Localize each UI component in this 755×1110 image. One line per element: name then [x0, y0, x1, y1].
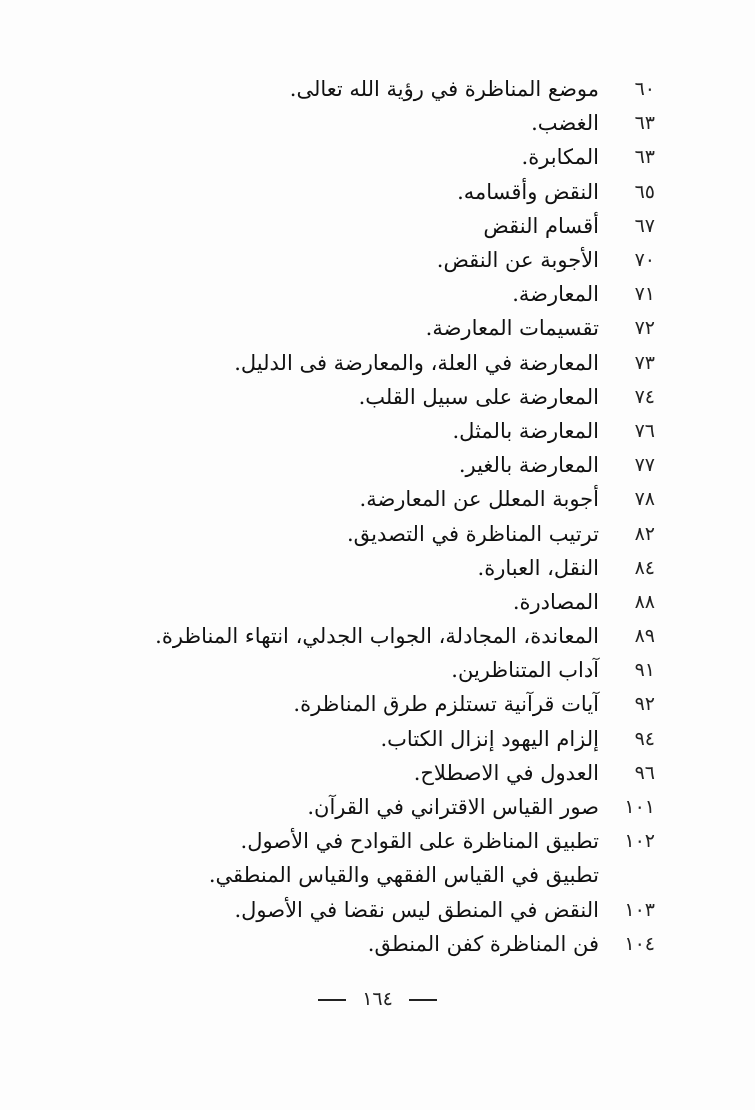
toc-entry-title: المعاندة، المجادلة، الجواب الجدلي، انتهاء المناظرة.: [155, 624, 599, 649]
toc-page-number: ٩٤: [634, 727, 655, 750]
toc-page-number: ٧٠: [634, 249, 655, 272]
toc-page-number: ٧٣: [634, 351, 655, 374]
toc-page-number: ٨٤: [634, 556, 655, 579]
toc-page-number: ٧٧: [634, 454, 655, 477]
toc-entry: [95, 448, 655, 482]
toc-entry: [95, 619, 655, 653]
toc-entry-title: تطبيق المناظرة على القوادح في الأصول.: [240, 829, 599, 854]
toc-entry-title: النقض في المنطق ليس نقضا في الأصول.: [234, 897, 599, 922]
toc-page-number: ٦٣: [634, 146, 655, 169]
page-number: ١٦٤: [362, 988, 393, 1010]
toc-entry-title: المعارضة في العلة، والمعارضة فى الدليل.: [234, 350, 599, 375]
table-of-contents: [95, 72, 655, 961]
toc-entry-title: الغضب.: [531, 111, 599, 136]
toc-entry-title: ترتيب المناظرة في التصديق.: [346, 521, 599, 546]
toc-entry-title: العدول في الاصطلاح.: [413, 760, 599, 785]
toc-entry: [95, 790, 655, 824]
toc-entry-title: المعارضة.: [512, 282, 599, 307]
toc-page-number: ٨٨: [634, 590, 655, 613]
toc-entry: [95, 277, 655, 311]
toc-page-number: ١٠٢: [624, 830, 655, 853]
toc-entry: [95, 380, 655, 414]
toc-entry: [95, 72, 655, 106]
toc-page-number: ٩٢: [634, 693, 655, 716]
toc-entry: [95, 858, 655, 892]
toc-entry-title: المكابرة.: [521, 145, 599, 170]
toc-page-number: ٧٤: [634, 385, 655, 408]
toc-entry-title: النقض وأقسامه.: [457, 179, 599, 204]
toc-entry: [95, 175, 655, 209]
toc-page-number: ١٠١: [624, 796, 655, 819]
toc-entry: [95, 346, 655, 380]
toc-entry-title: أجوبة المعلل عن المعارضة.: [359, 487, 599, 512]
toc-entry: [95, 824, 655, 858]
toc-entry-title: المعارضة بالمثل.: [452, 418, 599, 443]
toc-page-number: ٦٧: [634, 214, 655, 237]
toc-entry: [95, 140, 655, 174]
footer-dash-left: [318, 999, 346, 1001]
toc-page-number: ٧١: [634, 283, 655, 306]
toc-entry-title: صور القياس الاقتراني في القرآن.: [307, 795, 599, 820]
toc-entry-title: الأجوبة عن النقض.: [436, 248, 599, 273]
toc-page-number: ٩٦: [634, 761, 655, 784]
toc-page-number: ١٠٤: [624, 932, 655, 955]
toc-page-number: ٧٢: [634, 317, 655, 340]
toc-entry-title: تقسيمات المعارضة.: [425, 316, 599, 341]
toc-entry-title: المصادرة.: [512, 589, 599, 614]
toc-entry-title: النقل، العبارة.: [477, 555, 599, 580]
toc-entry-title: تطبيق في القياس الفقهي والقياس المنطقي.: [208, 863, 599, 888]
toc-page-number: ٧٦: [634, 419, 655, 442]
toc-entry: [95, 551, 655, 585]
footer-dash-right: [409, 999, 437, 1001]
toc-entry: [95, 414, 655, 448]
toc-entry: [95, 311, 655, 345]
toc-entry: [95, 653, 655, 687]
toc-entry: [95, 516, 655, 550]
toc-page-number: ٦٠: [634, 78, 655, 101]
toc-page-number: ٧٨: [634, 488, 655, 511]
toc-page-number: ٨٩: [634, 625, 655, 648]
toc-entry: [95, 106, 655, 140]
toc-page-number: ٦٣: [634, 112, 655, 135]
toc-page-number: ١٠٣: [624, 898, 655, 921]
toc-entry: [95, 585, 655, 619]
toc-entry: [95, 927, 655, 961]
toc-entry-title: المعارضة بالغير.: [458, 453, 599, 478]
toc-entry: [95, 482, 655, 516]
toc-page-number: ٩١: [634, 659, 655, 682]
toc-entry-title: إلزام اليهود إنزال الكتاب.: [380, 726, 599, 751]
toc-entry: [95, 687, 655, 721]
toc-page-number: ٦٥: [634, 180, 655, 203]
page-footer: [0, 988, 755, 1010]
toc-entry-title: آداب المتناظرين.: [451, 658, 599, 683]
toc-entry-title: فن المناظرة كفن المنطق.: [367, 931, 599, 956]
toc-entry: [95, 756, 655, 790]
toc-page-number: ٨٢: [634, 522, 655, 545]
toc-entry-title: موضع المناظرة في رؤية الله تعالى.: [289, 77, 599, 102]
toc-entry-title: المعارضة على سبيل القلب.: [358, 384, 599, 409]
toc-entry: [95, 243, 655, 277]
toc-entry: [95, 722, 655, 756]
toc-entry: [95, 893, 655, 927]
toc-entry: [95, 209, 655, 243]
toc-entry-title: آيات قرآنية تستلزم طرق المناظرة.: [293, 692, 599, 717]
toc-entry-title: أقسام النقض: [483, 213, 599, 238]
